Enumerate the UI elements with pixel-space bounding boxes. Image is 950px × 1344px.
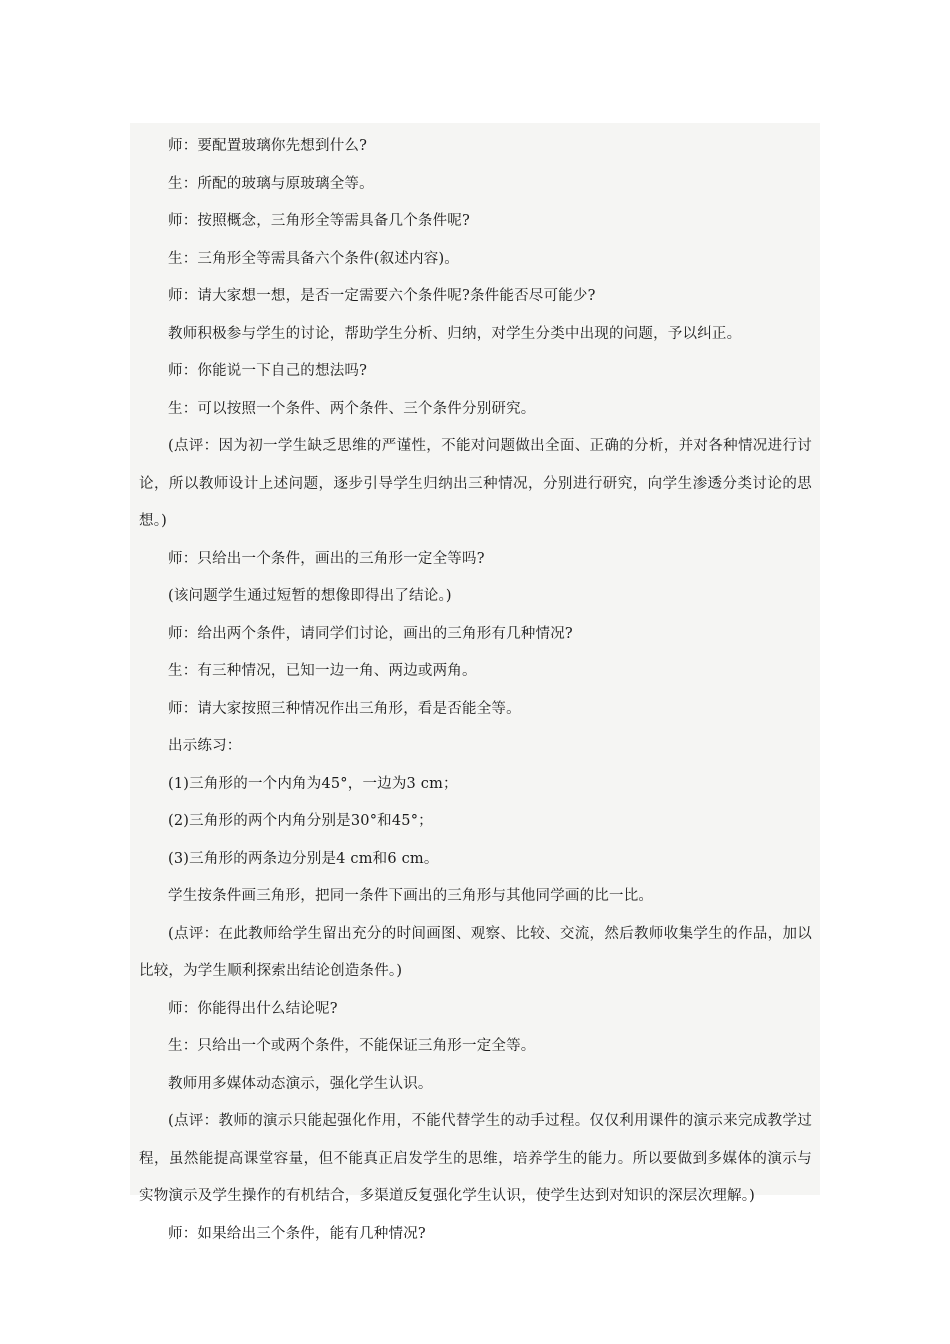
exercise-item: (3)三角形的两条边分别是4 cm和6 cm。 xyxy=(168,850,439,867)
paragraph: 生：只给出一个或两个条件，不能保证三角形一定全等。 xyxy=(168,1038,536,1054)
exercise-item: (1)三角形的一个内角为45°，一边为3 cm； xyxy=(168,775,458,792)
paragraph: 师：请大家想一想，是否一定需要六个条件呢?条件能否尽可能少? xyxy=(168,288,596,304)
commentary-paragraph: (点评：因为初一学生缺乏思维的严谨性，不能对问题做出全面、正确的分析，并对各种情况进行讨论，所以教师设计上述问题，逐步引导学生归纳出三种情况，分别进行研究，向学生渗透分类讨论的思想。) xyxy=(139,438,812,529)
paragraph: 生：可以按照一个条件、两个条件、三个条件分别研究。 xyxy=(168,400,536,417)
paragraph: 师：如果给出三个条件，能有几种情况? xyxy=(168,1225,426,1242)
paragraph: 师：你能得出什么结论呢? xyxy=(168,1000,338,1017)
commentary-paragraph: (点评：教师的演示只能起强化作用，不能代替学生的动手过程。仅仅利用课件的演示来完成教学过程，虽然能提高课堂容量，但不能真正启发学生的思维，培养学生的能力。所以要做到多媒体的演示与实物演示及学生操作的有机结合，多渠道反复强化学生认识，使学生达到对知识的深层次理解。) xyxy=(139,1113,812,1204)
paragraph: 师：只给出一个条件，画出的三角形一定全等吗? xyxy=(168,550,485,567)
paragraph: (该问题学生通过短暂的想像即得出了结论。) xyxy=(168,588,452,604)
paragraph: 学生按条件画三角形，把同一条件下画出的三角形与其他同学画的比一比。 xyxy=(168,888,654,904)
paragraph: 师：给出两个条件，请同学们讨论，画出的三角形有几种情况? xyxy=(168,625,573,642)
exercise-heading: 出示练习： xyxy=(168,738,242,754)
paragraph: 师：按照概念，三角形全等需具备几个条件呢? xyxy=(168,213,470,229)
paragraph: 师：请大家按照三种情况作出三角形，看是否能全等。 xyxy=(168,700,521,717)
exercise-item: (2)三角形的两个内角分别是30°和45°； xyxy=(168,813,433,829)
paragraph: 生：有三种情况，已知一边一角、两边或两角。 xyxy=(168,663,477,679)
paragraph: 师：要配置玻璃你先想到什么? xyxy=(168,138,368,154)
paragraph: 师：你能说一下自己的想法吗? xyxy=(168,363,368,379)
paragraph: 生：所配的玻璃与原玻璃全等。 xyxy=(168,175,374,192)
paragraph: 教师用多媒体动态演示，强化学生认识。 xyxy=(168,1075,433,1092)
paragraph: 教师积极参与学生的讨论，帮助学生分析、归纳，对学生分类中出现的问题，予以纠正。 xyxy=(168,325,742,342)
paragraph: 生：三角形全等需具备六个条件(叙述内容)。 xyxy=(168,250,460,267)
commentary-paragraph: (点评：在此教师给学生留出充分的时间画图、观察、比较、交流，然后教师收集学生的作品，加以比较，为学生顺利探索出结论创造条件。) xyxy=(139,925,812,979)
document-body xyxy=(139,128,812,1253)
